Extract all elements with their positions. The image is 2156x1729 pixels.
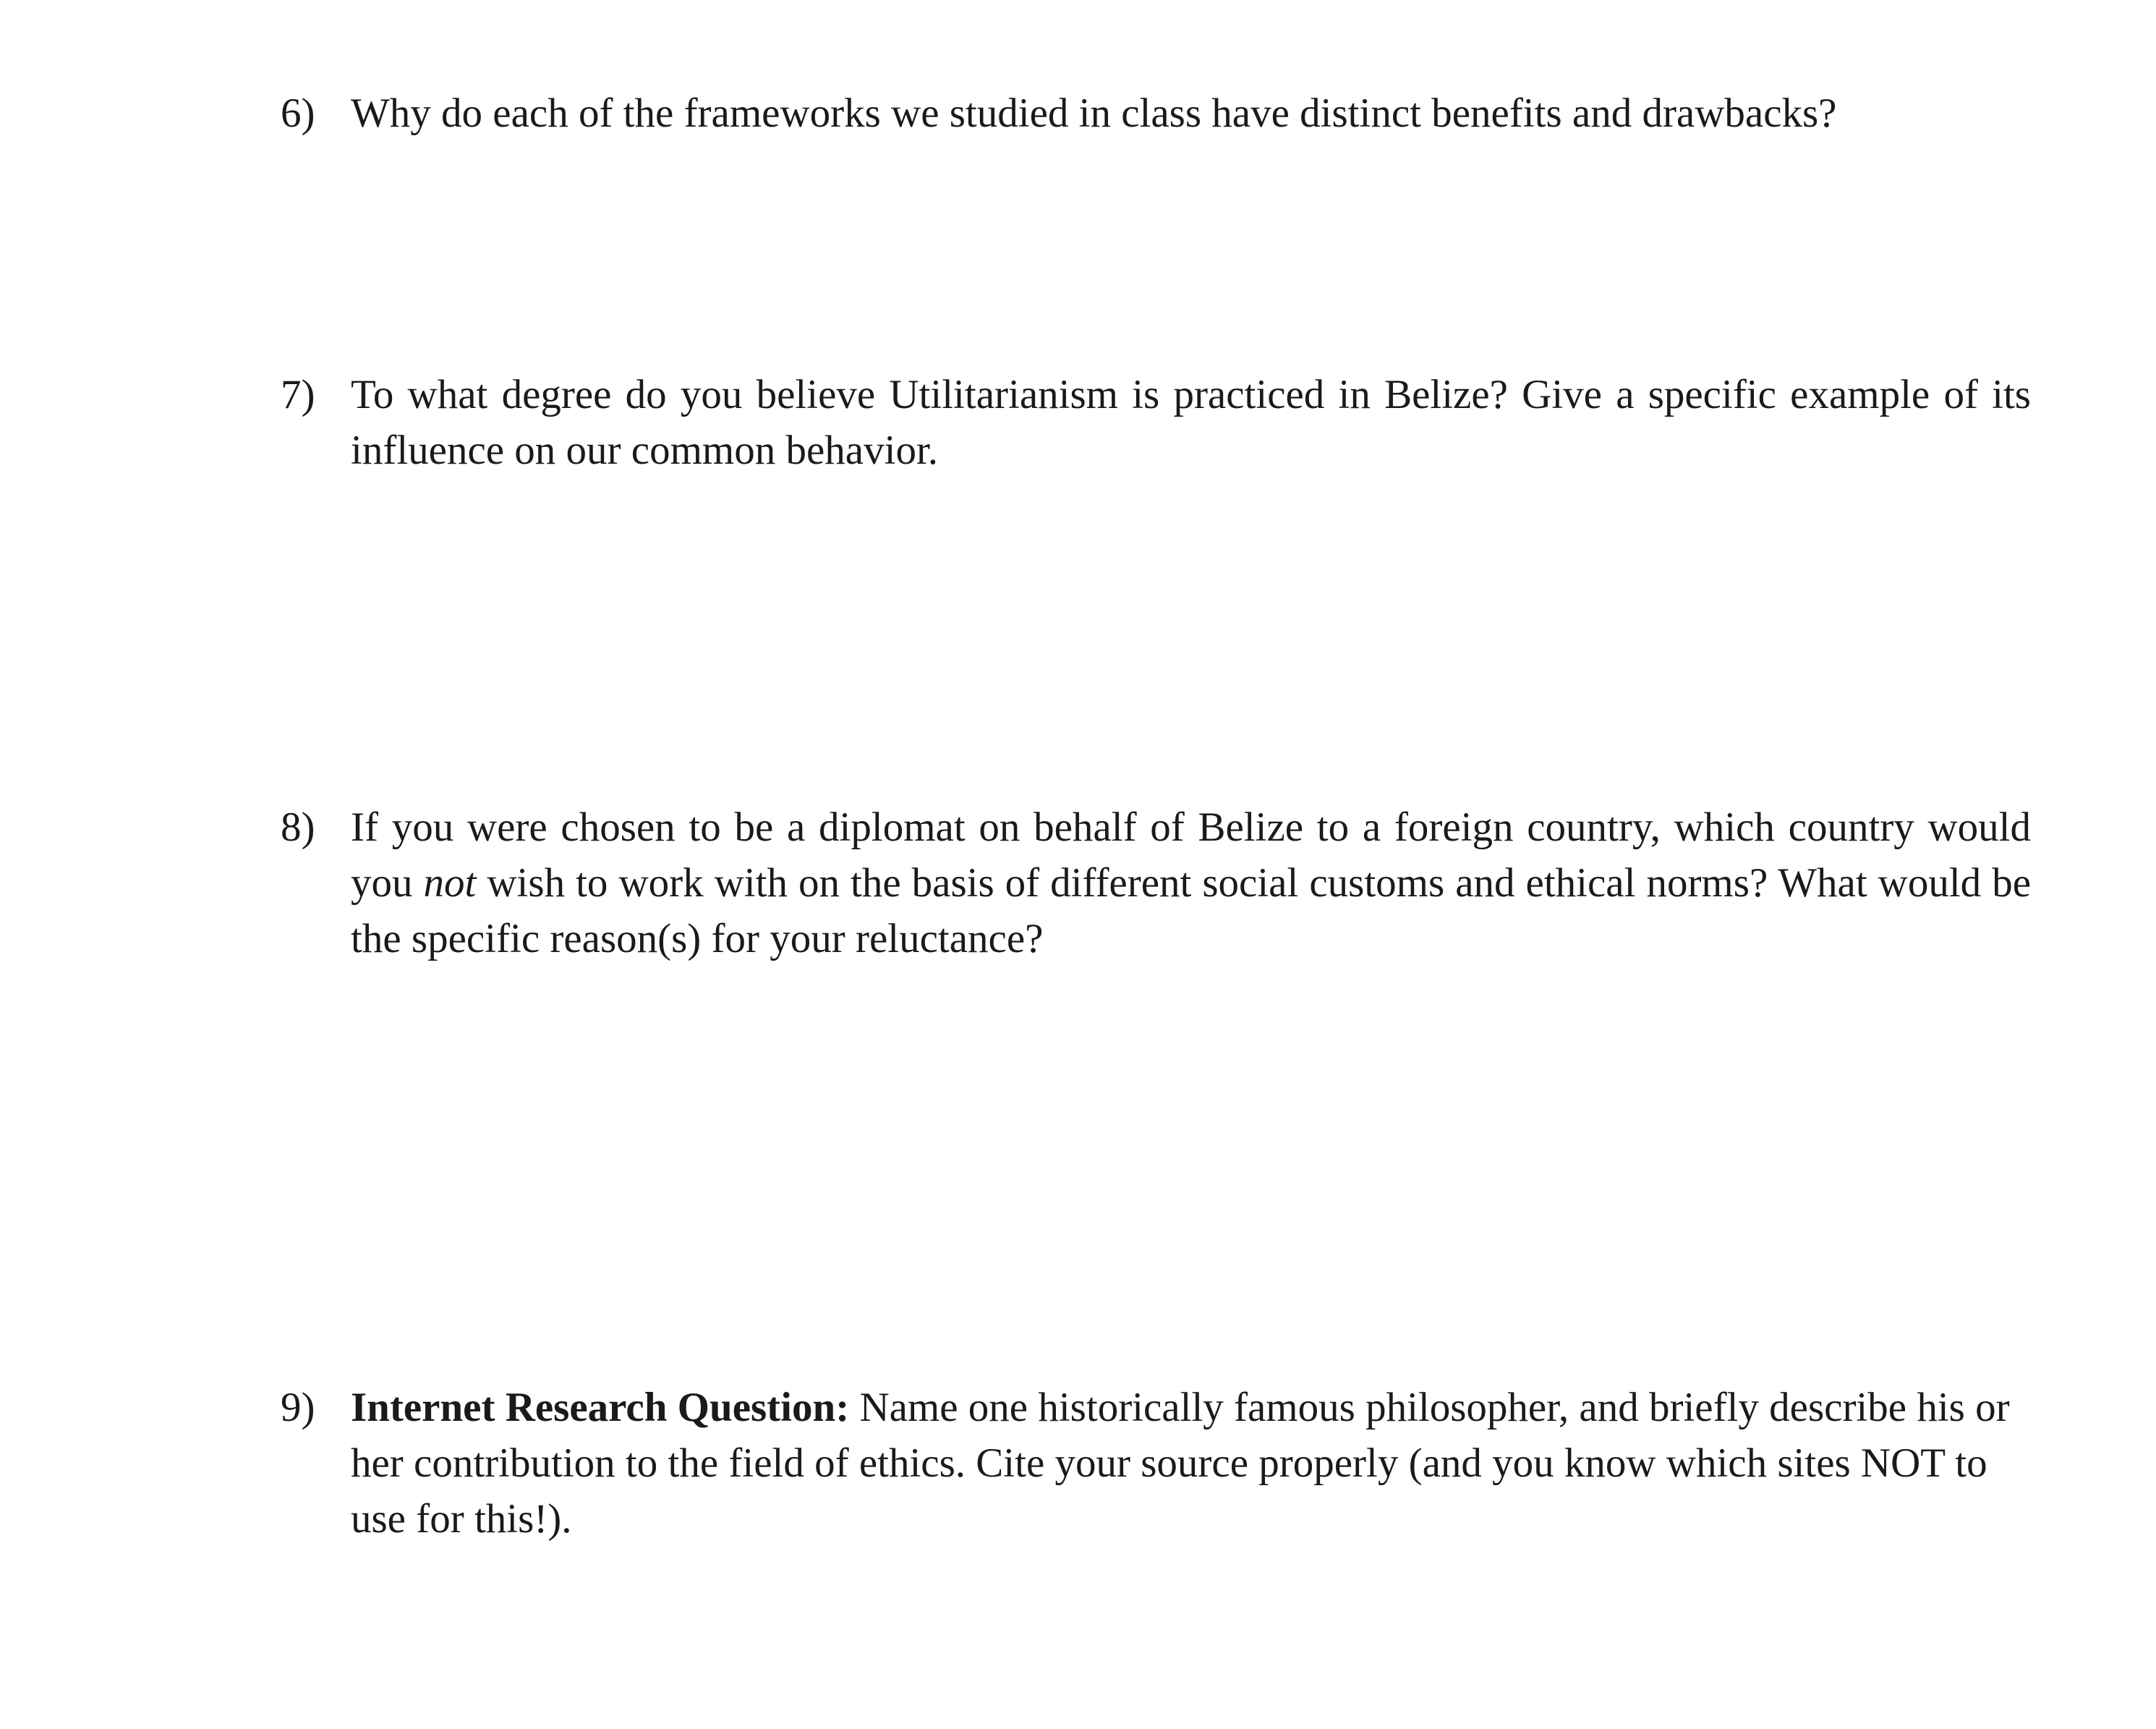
question-text [351,799,2031,967]
question-text: To what degree do you believe Utilitarianism is practiced in Belize? Give a specific example of its influence on our common behavior. [351,372,2031,473]
question-number: 6) [281,90,315,136]
question-number: 7) [281,372,315,417]
question-9 [281,1380,2031,1547]
emphasis-text: not [423,860,477,906]
question-text-part: If you were chosen to be a diplomat on behalf of Belize to a foreign country, which country would you [351,804,2031,906]
question-number: 9) [281,1385,315,1430]
question-7 [281,367,2031,478]
question-text-part: Name one historically famous philosopher, and briefly describe his or her contribution to the field of ethics. Cite your source properly (and you know which sites NOT to use for this!). [351,1385,2010,1542]
question-text-part: wish to work with on the basis of different social customs and ethical norms? What would be the specific reason(s) for your reluctance? [351,860,2032,961]
question-text [351,1380,2031,1547]
question-6 [281,85,2031,141]
question-8 [281,799,2031,967]
question-text: Why do each of the frameworks we studied in class have distinct benefits and drawbacks? [351,90,1837,136]
question-number: 8) [281,804,315,850]
question-label: Internet Research Question: [351,1385,850,1430]
